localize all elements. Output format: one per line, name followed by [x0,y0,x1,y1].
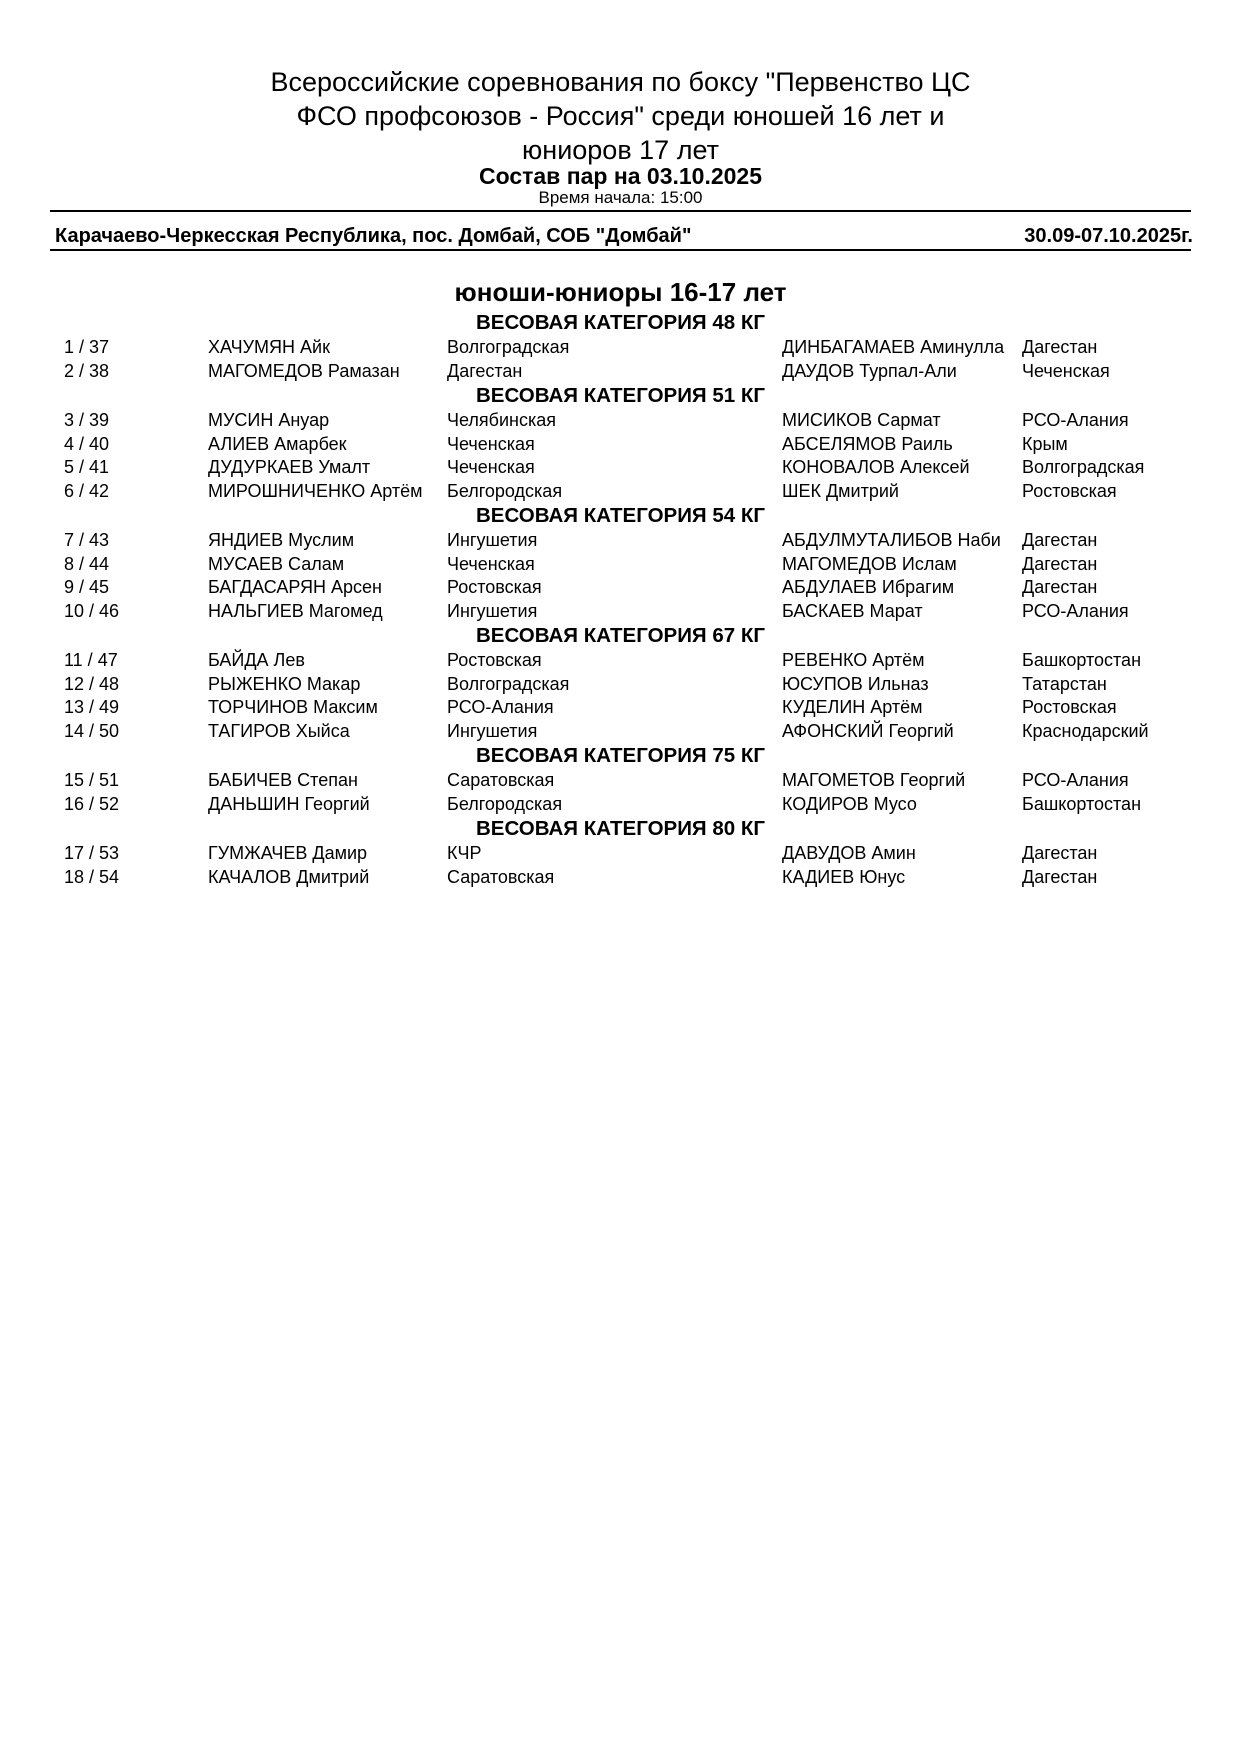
event-dates: 30.09-07.10.2025г. [1024,225,1193,247]
weight-category-heading: ВЕСОВАЯ КАТЕГОРИЯ 80 КГ [476,817,765,840]
boxer-2-region: Дагестан [1022,553,1098,574]
header-divider-bottom [50,249,1191,251]
boxer-1-name: РЫЖЕНКО Макар [208,673,361,694]
boxer-2-name: БАСКАЕВ Марат [782,600,923,621]
bout-number: 8 / 44 [64,553,110,574]
bout-row [0,793,1241,817]
bout-row [0,649,1241,673]
bout-number: 1 / 37 [64,337,110,357]
event-title-line-2: ФСО профсоюзов - Россия" среди юношей 16 лет и [296,101,945,131]
boxer-1-name: МИРОШНИЧЕНКО Артём [208,480,423,501]
boxer-2-name: КОДИРОВ Мусо [782,793,917,814]
boxer-1-name: КАЧАЛОВ Дмитрий [208,866,370,887]
bout-number: 13 / 49 [64,697,120,717]
bout-row [0,433,1241,457]
boxer-1-name: МАГОМЕДОВ Рамазан [208,360,400,381]
event-title-line-3: юниоров 17 лет [522,135,719,165]
boxer-1-name: НАЛЬГИЕВ Магомед [208,600,383,621]
boxer-1-region: Челябинская [447,410,556,430]
boxer-2-name: АБДУЛАЕВ Ибрагим [782,577,955,597]
boxer-1-region: Чеченская [447,457,535,477]
header-divider-top [50,210,1191,212]
bout-number: 18 / 54 [64,866,120,887]
bout-row [0,866,1241,890]
boxer-2-region: РСО-Алания [1022,770,1129,790]
boxer-2-region: Крым [1022,433,1068,454]
boxer-2-name: ДАУДОВ Турпал-Али [782,360,957,381]
boxer-2-name: АФОНСКИЙ Георгий [782,720,954,741]
boxer-2-name: КОНОВАЛОВ Алексей [782,457,970,477]
bout-row [0,360,1241,384]
boxer-2-region: Башкортостан [1022,793,1142,814]
weight-category-heading: ВЕСОВАЯ КАТЕГОРИЯ 54 КГ [476,504,765,527]
bout-row [0,576,1241,600]
boxer-2-region: Дагестан [1022,530,1098,550]
boxer-1-region: Белгородская [447,480,563,501]
boxer-2-name: РЕВЕНКО Артём [782,650,925,670]
bout-number: 6 / 42 [64,480,110,501]
boxer-1-name: ТОРЧИНОВ Максим [208,697,378,717]
boxer-1-region: Ростовская [447,577,542,597]
weight-category-heading: ВЕСОВАЯ КАТЕГОРИЯ 48 КГ [476,311,765,334]
boxer-2-region: Ростовская [1022,480,1117,501]
boxer-1-name: МУСИН Ануар [208,410,330,430]
boxer-2-name: ДИНБАГАМАЕВ Аминулла [782,337,1005,357]
bout-number: 10 / 46 [64,600,120,621]
boxer-1-region: Саратовская [447,770,555,790]
boxer-1-name: ДУДУРКАЕВ Умалт [208,457,371,477]
boxer-1-name: ТАГИРОВ Хыйса [208,720,350,741]
boxer-1-region: Чеченская [447,553,535,574]
weight-category-heading: ВЕСОВАЯ КАТЕГОРИЯ 75 КГ [476,744,765,767]
boxer-1-region: Ингушетия [447,530,538,550]
boxer-2-name: ШЕК Дмитрий [782,480,899,501]
boxer-2-name: ЮСУПОВ Ильназ [782,673,929,694]
boxer-2-region: Чеченская [1022,360,1110,381]
bout-row [0,553,1241,577]
boxer-1-name: ДАНЬШИН Георгий [208,793,370,814]
boxer-2-region: Дагестан [1022,577,1098,597]
boxer-2-region: РСО-Алания [1022,410,1129,430]
boxer-2-region: Дагестан [1022,843,1098,863]
boxer-2-name: МАГОМЕДОВ Ислам [782,553,957,574]
boxer-1-region: Волгоградская [447,337,570,357]
bout-number: 16 / 52 [64,793,120,814]
boxer-1-name: БАБИЧЕВ Степан [208,770,358,790]
age-group-title: юноши-юниоры 16-17 лет [454,277,787,307]
bout-number: 9 / 45 [64,577,110,597]
bout-number: 15 / 51 [64,770,120,790]
bout-number: 5 / 41 [64,457,110,477]
pairs-subtitle: Состав пар на 03.10.2025 [478,163,763,189]
bout-row [0,842,1241,866]
boxer-1-region: Ингушетия [447,720,538,741]
boxer-2-region: Башкортостан [1022,650,1142,670]
boxer-1-region: Дагестан [447,360,523,381]
boxer-1-region: Саратовская [447,866,555,887]
boxer-1-region: Ингушетия [447,600,538,621]
venue-location: Карачаево-Черкесская Республика, пос. Домбай, СОБ "Домбай" [55,225,692,247]
boxer-1-region: КЧР [447,843,482,863]
bout-row [0,456,1241,480]
bout-row [0,336,1241,360]
bout-row [0,769,1241,793]
boxer-2-name: МИСИКОВ Сармат [782,410,941,430]
bout-number: 4 / 40 [64,433,110,454]
boxer-1-name: ХАЧУМЯН Айк [208,337,330,357]
bout-row [0,529,1241,553]
boxer-2-name: АБДУЛМУТАЛИБОВ Наби [782,530,1001,550]
bout-number: 12 / 48 [64,673,120,694]
boxer-2-region: РСО-Алания [1022,600,1129,621]
bout-number: 2 / 38 [64,360,110,381]
boxer-1-name: ЯНДИЕВ Муслим [208,530,355,550]
boxer-2-name: КАДИЕВ Юнус [782,866,906,887]
bout-row [0,600,1241,624]
boxer-2-name: АБСЕЛЯМОВ Раиль [782,433,953,454]
boxer-2-name: КУДЕЛИН Артём [782,697,923,717]
weight-category-heading: ВЕСОВАЯ КАТЕГОРИЯ 51 КГ [476,384,765,407]
start-time: Время начала: 15:00 [538,188,703,207]
bout-number: 7 / 43 [64,530,110,550]
boxer-1-name: МУСАЕВ Салам [208,553,345,574]
boxer-1-region: Белгородская [447,793,563,814]
weight-category-heading: ВЕСОВАЯ КАТЕГОРИЯ 67 КГ [476,624,765,647]
bout-number: 14 / 50 [64,720,120,741]
bout-row [0,696,1241,720]
bout-row [0,673,1241,697]
bout-row [0,720,1241,744]
boxer-2-region: Дагестан [1022,337,1098,357]
boxer-1-name: АЛИЕВ Амарбек [208,433,347,454]
bout-number: 11 / 47 [64,650,118,670]
bout-number: 3 / 39 [64,410,110,430]
boxer-1-region: Чеченская [447,433,535,454]
boxer-1-region: Волгоградская [447,673,570,694]
boxer-1-name: ГУМЖАЧЕВ Дамир [208,843,368,863]
bout-row [0,480,1241,504]
boxer-2-name: МАГОМЕТОВ Георгий [782,770,966,790]
bouts-list [0,310,1241,889]
bout-row [0,409,1241,433]
boxer-2-region: Дагестан [1022,866,1098,887]
boxer-2-region: Татарстан [1022,673,1107,694]
boxer-1-name: БАГДАСАРЯН Арсен [208,577,382,597]
boxer-2-region: Волгоградская [1022,457,1145,477]
boxer-1-name: БАЙДА Лев [208,650,305,670]
boxer-2-name: ДАВУДОВ Амин [782,843,916,863]
boxer-1-region: Ростовская [447,650,542,670]
event-title-line-1: Всероссийские соревнования по боксу "Первенство ЦС [270,67,971,97]
boxer-1-region: РСО-Алания [447,697,554,717]
bout-number: 17 / 53 [64,843,120,863]
boxer-2-region: Краснодарский [1022,720,1149,741]
boxer-2-region: Ростовская [1022,697,1117,717]
